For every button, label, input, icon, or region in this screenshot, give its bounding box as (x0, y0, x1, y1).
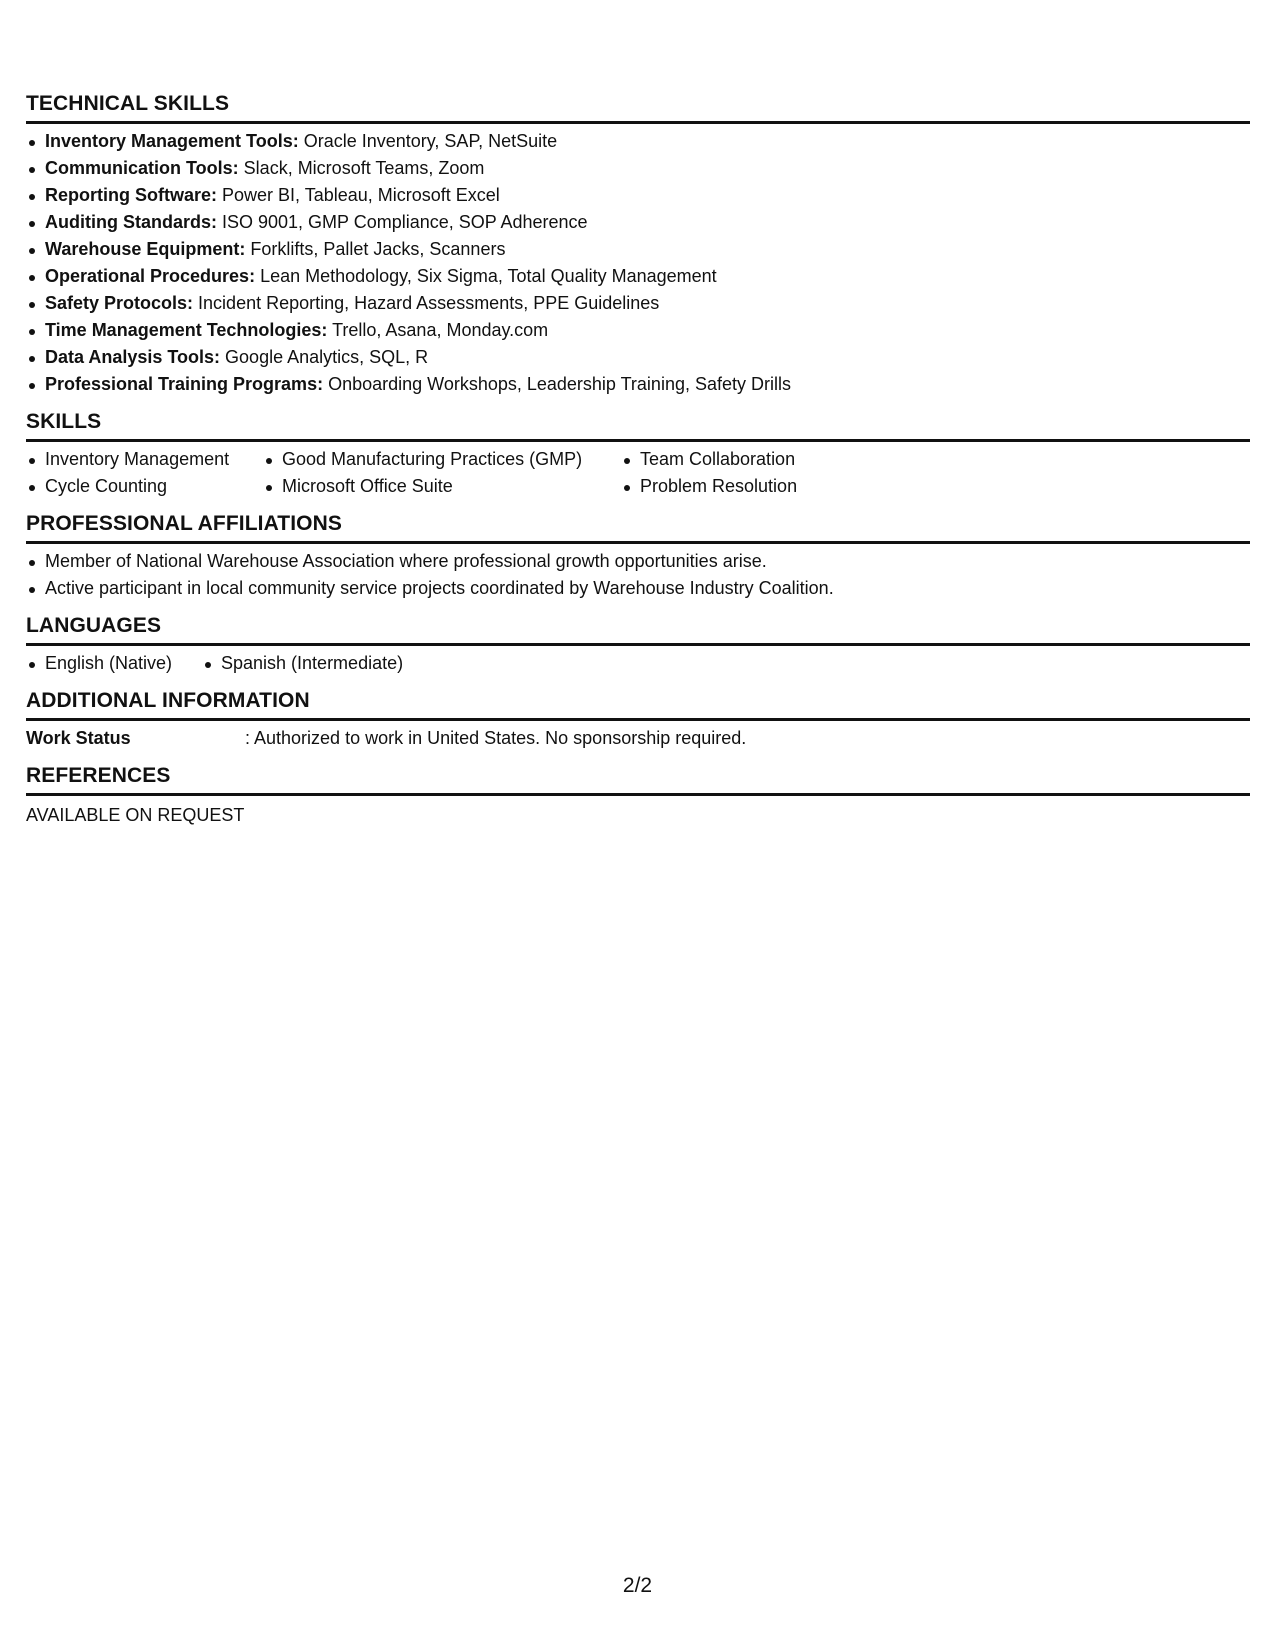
page-number: 2/2 (622, 1574, 653, 1597)
languages-list (26, 650, 1250, 677)
work-status-label: Work Status (26, 728, 131, 748)
technical-skill-item (26, 317, 1250, 344)
skill-item: Problem Resolution (621, 473, 921, 500)
technical-skill-value: Slack, Microsoft Teams, Zoom (238, 158, 485, 178)
technical-skill-value: Trello, Asana, Monday.com (327, 320, 549, 340)
technical-skill-item (26, 344, 1250, 371)
additional-information-section (26, 689, 1250, 752)
technical-skill-label: Reporting Software: (45, 185, 218, 205)
resume-page (26, 92, 1250, 829)
references-text: AVAILABLE ON REQUEST (26, 805, 245, 825)
language-item: Spanish (Intermediate) (202, 650, 502, 677)
technical-skill-item (26, 209, 1250, 236)
technical-skill-value: Onboarding Workshops, Leadership Training, Safety Drills (323, 374, 791, 394)
technical-skill-item (26, 290, 1250, 317)
skills-column-3 (621, 446, 921, 500)
technical-skills-list (26, 128, 1250, 398)
technical-skill-item (26, 182, 1250, 209)
affiliations-list (26, 548, 1250, 602)
skills-section (26, 410, 1250, 500)
languages-column-1 (26, 650, 202, 677)
technical-skill-item (26, 236, 1250, 263)
technical-skill-label: Auditing Standards: (45, 212, 217, 232)
languages-column-2 (202, 650, 502, 677)
technical-skills-heading: TECHNICAL SKILLS (26, 92, 1250, 124)
technical-skill-label: Inventory Management Tools: (45, 131, 299, 151)
technical-skill-label: Data Analysis Tools: (45, 347, 221, 367)
affiliation-item: Member of National Warehouse Association where professional growth opportunities arise. (26, 548, 1250, 575)
work-status-row (26, 725, 1250, 752)
technical-skill-label: Warehouse Equipment: (45, 239, 246, 259)
technical-skills-section (26, 92, 1250, 398)
technical-skill-value: Oracle Inventory, SAP, NetSuite (298, 131, 558, 151)
technical-skill-value: Incident Reporting, Hazard Assessments, PPE Guidelines (193, 293, 660, 313)
technical-skill-label: Time Management Technologies: (45, 320, 328, 340)
references-section (26, 764, 1250, 829)
technical-skill-value: ISO 9001, GMP Compliance, SOP Adherence (217, 212, 588, 232)
references-heading: REFERENCES (26, 764, 1250, 796)
skills-column-1 (26, 446, 263, 500)
technical-skill-item (26, 371, 1250, 398)
skill-item: Inventory Management (26, 446, 263, 473)
skills-grid (26, 446, 1250, 500)
technical-skill-label: Safety Protocols: (45, 293, 194, 313)
skill-item: Team Collaboration (621, 446, 921, 473)
technical-skill-label: Professional Training Programs: (45, 374, 324, 394)
technical-skill-value: Lean Methodology, Six Sigma, Total Quality Management (255, 266, 717, 286)
skills-column-2 (263, 446, 621, 500)
technical-skill-value: Google Analytics, SQL, R (220, 347, 429, 367)
technical-skill-item (26, 263, 1250, 290)
languages-heading: LANGUAGES (26, 614, 1250, 646)
affiliation-item: Active participant in local community service projects coordinated by Warehouse Industry Coalition. (26, 575, 1250, 602)
skill-item: Microsoft Office Suite (263, 473, 621, 500)
technical-skill-value: Forklifts, Pallet Jacks, Scanners (245, 239, 506, 259)
affiliations-section (26, 512, 1250, 602)
language-item: English (Native) (26, 650, 202, 677)
skills-heading: SKILLS (26, 410, 1250, 442)
skill-item: Good Manufacturing Practices (GMP) (263, 446, 621, 473)
languages-section (26, 614, 1250, 677)
technical-skill-item (26, 155, 1250, 182)
skill-item: Cycle Counting (26, 473, 263, 500)
technical-skill-label: Operational Procedures: (45, 266, 256, 286)
additional-information-heading: ADDITIONAL INFORMATION (26, 689, 1250, 721)
technical-skill-label: Communication Tools: (45, 158, 239, 178)
work-status-value: : Authorized to work in United States. No sponsorship required. (245, 728, 747, 748)
affiliations-heading: PROFESSIONAL AFFILIATIONS (26, 512, 1250, 544)
technical-skill-value: Power BI, Tableau, Microsoft Excel (217, 185, 500, 205)
technical-skill-item (26, 128, 1250, 155)
